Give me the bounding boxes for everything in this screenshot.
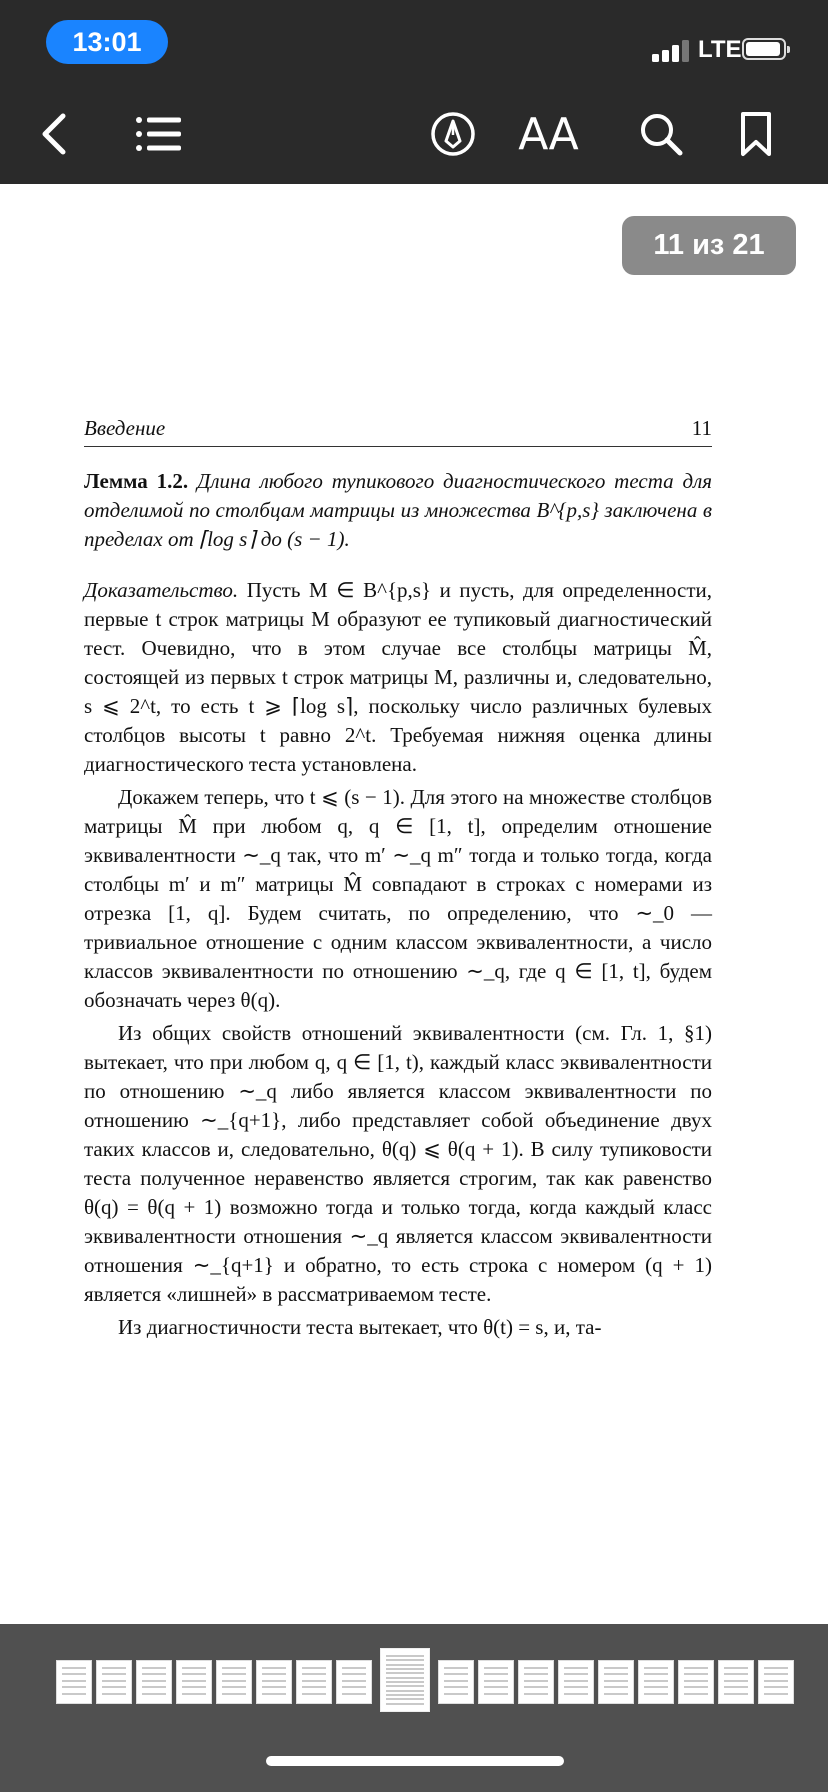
page-indicator-badge: 11 из 21 [622, 216, 796, 275]
body-paragraph: Докажем теперь, что t ⩽ (s − 1). Для этого на множестве столбцов матрицы M̂ при любом q, q ∈ [1, t], определим отношение эквивалентности ∼_q так, что m′ ∼_q m″ тогда и только тогда, когда столбцы m′ и m″ матрицы M̂ совпадают в строках с номерами из отрезка [1, q]. Будем считать, по определению, что ∼_0 — тривиальное отношение с одним классом эквивалентности, а число классов эквивалентности по отношению ∼_q, где q ∈ [1, t], будем обозначать через θ(q). [84, 785, 712, 1012]
page-thumbnail[interactable] [558, 1660, 594, 1704]
running-head-title: Введение [84, 416, 166, 440]
status-time[interactable]: 13:01 [46, 20, 168, 64]
page-thumbnail[interactable] [718, 1660, 754, 1704]
markup-pen-icon[interactable] [428, 104, 478, 164]
proof-label: Доказательство. [84, 578, 239, 602]
network-type-label: LTE [698, 36, 742, 63]
page-thumbnail[interactable] [336, 1660, 372, 1704]
battery-icon [742, 38, 786, 60]
page-thumbnail[interactable] [638, 1660, 674, 1704]
page-thumbnail[interactable] [136, 1660, 172, 1704]
font-size-button[interactable] [518, 104, 578, 164]
page-thumbnail[interactable] [438, 1660, 474, 1704]
page-thumbnail[interactable] [678, 1660, 714, 1704]
page-thumbnail[interactable] [758, 1660, 794, 1704]
bookmark-icon[interactable] [736, 104, 776, 164]
body-paragraph: Из диагностичности теста вытекает, что θ(t) = s, и, та- [118, 1315, 602, 1339]
page-thumbnail[interactable] [478, 1660, 514, 1704]
font-size-label: AA [518, 108, 578, 160]
page-thumbnail[interactable] [96, 1660, 132, 1704]
lemma-statement [84, 467, 712, 554]
document-page [84, 410, 712, 1342]
home-indicator[interactable] [266, 1756, 564, 1766]
proof-text: Пусть M ∈ B^{p,s} и пусть, для определенности, первые t строк матрицы M образуют ее тупиковый диагностический тест. Очевидно, что в этом случае все столбцы матрицы M̂, состоящей из первых t строк матрицы M, различны и, следовательно, s ⩽ 2^t, то есть t ⩾ ⌈log s⌉, поскольку число различных булевых столбцов высоты t равно 2^t. Требуемая нижняя оценка длины диагностического теста установлена. [84, 578, 712, 776]
page-thumbnail[interactable] [296, 1660, 332, 1704]
search-icon[interactable] [636, 104, 686, 164]
page-thumbnail-current[interactable] [380, 1648, 430, 1712]
back-icon[interactable] [34, 104, 74, 164]
cellular-signal-icon [652, 38, 696, 62]
reader-toolbar [0, 86, 828, 184]
thumbnail-list[interactable] [56, 1660, 798, 1712]
proof-paragraph [84, 576, 712, 779]
contents-list-icon[interactable] [134, 104, 184, 164]
page-thumbnail[interactable] [598, 1660, 634, 1704]
lemma-text: Длина любого тупикового диагностического теста для отделимой по столбцам матрицы из множества B^{p,s} заключена в пределах от ⌈log s⌉ до (s − 1). [84, 469, 713, 551]
page-thumbnail[interactable] [176, 1660, 212, 1704]
page-number: 11 [691, 416, 712, 440]
page-thumbnail[interactable] [216, 1660, 252, 1704]
page-thumbnail-strip[interactable] [0, 1624, 828, 1792]
running-head [84, 410, 712, 447]
page-thumbnail[interactable] [56, 1660, 92, 1704]
lemma-label: Лемма 1.2. [84, 469, 189, 493]
status-bar [0, 0, 828, 86]
page-thumbnail[interactable] [518, 1660, 554, 1704]
body-paragraph: Из общих свойств отношений эквивалентности (см. Гл. 1, §1) вытекает, что при любом q, q ∈ [1, t), каждый класс эквивалентности по отношению ∼_q либо является классом эквивалентности по отношению ∼_{q+1}, либо представляет собой объединение двух таких классов и, следовательно, θ(q) ⩽ θ(q + 1). В силу тупиковости теста полученное неравенство является строгим, так как равенство θ(q) = θ(q + 1) возможно тогда и только тогда, когда каждый класс эквивалентности отношения ∼_q является классом эквивалентности отношения ∼_{q+1} и обратно, то есть строка с номером (q + 1) является «лишней» в рассматриваемом тесте. [84, 1021, 712, 1306]
page-thumbnail[interactable] [256, 1660, 292, 1704]
